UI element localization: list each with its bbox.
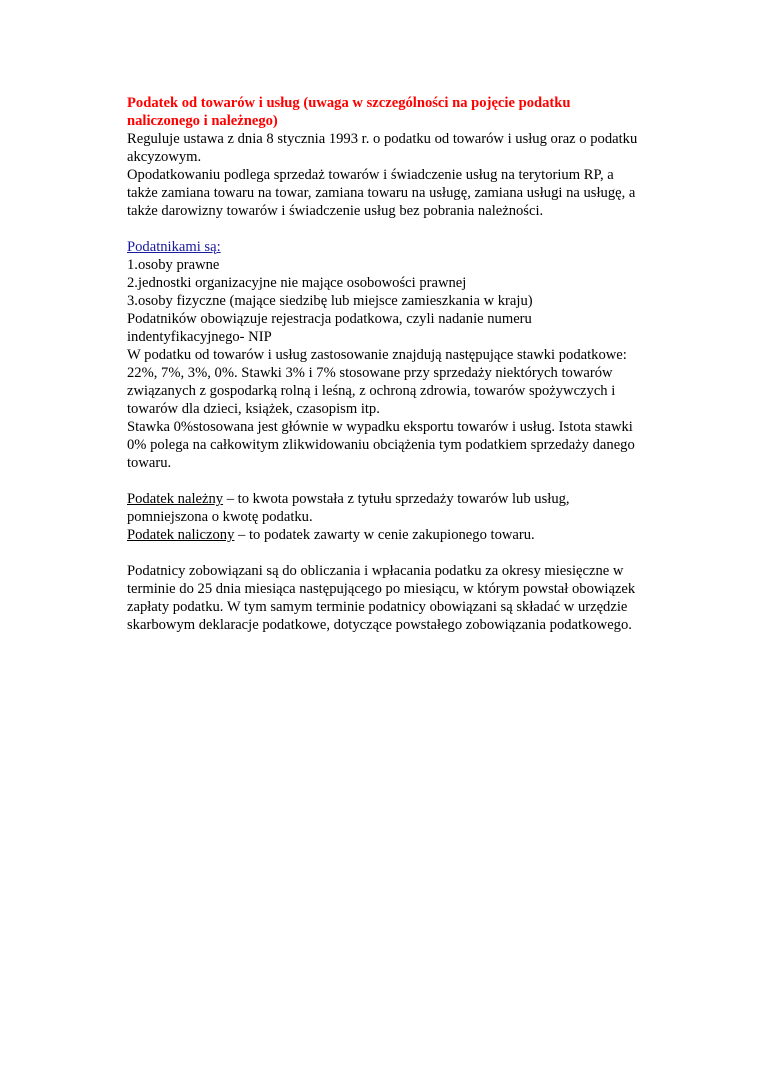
obligations-paragraph: Podatnicy zobowiązani są do obliczania i wpłacania podatku za okresy miesięczne w terminie do 25 dnia miesiąca następującego po miesiącu, w którym powstał obowiązek zapłaty podatku. W tym samym terminie podatnicy obowiązani są składać w urzędzie skarbowym deklaracje podatkowe, dotyczące powstałego zobowiązania podatkowego. (127, 563, 636, 633)
spacer (127, 544, 647, 562)
intro-paragraph: Reguluje ustawa z dnia 8 stycznia 1993 r. o podatku od towarów i usług oraz o podatku akcyzowym. (127, 131, 638, 165)
spacer (127, 472, 647, 490)
due-tax-definition (127, 490, 647, 526)
input-tax-text: – to podatek zawarty w cenie zakupionego towaru. (234, 527, 535, 543)
input-tax-definition (127, 526, 647, 544)
taxpayer-item: 3.osoby fizyczne (mające siedzibę lub miejsce zamieszkania w kraju) (127, 293, 533, 309)
scope-paragraph: Opodatkowaniu podlega sprzedaż towarów i świadczenie usług na terytorium RP, a także zamiana towaru na towar, zamiana towaru na usługę, zamiana usługi na usługę, a także darowizny towarów i świadczenie usług bez pobrania należności. (127, 167, 636, 219)
input-tax-term: Podatek naliczony (127, 527, 235, 543)
document-title: Podatek od towarów i usług (uwaga w szczególności na pojęcie podatku naliczonego i należnego) (127, 95, 571, 129)
taxpayer-item: 2.jednostki organizacyjne nie mające osobowości prawnej (127, 275, 467, 291)
rates-paragraph: W podatku od towarów i usług zastosowanie znajdują następujące stawki podatkowe: 22%, 7%, 3%, 0%. Stawki 3% i 7% stosowane przy sprzedaży niektórych towarów związanych z gospodarką rolną i leśną, z ochroną zdrowia, towarów spożywczych i towarów dla dzieci, książek, czasopism itp. (127, 347, 627, 417)
spacer (127, 220, 647, 238)
zero-rate-paragraph: Stawka 0%stosowana jest głównie w wypadku eksportu towarów i usług. Istota stawki 0% polega na całkowitym zlikwidowaniu obciążenia tym podatkiem sprzedaży danego towaru. (127, 419, 635, 471)
taxpayer-item: 1.osoby prawne (127, 257, 220, 273)
due-tax-text: – to kwota powstała z tytułu sprzedaży towarów lub usług, pomniejszona o kwotę podatku. (127, 491, 570, 525)
registration-paragraph: Podatników obowiązuje rejestracja podatkowa, czyli nadanie numeru indentyfikacyjnego- NIP (127, 311, 532, 345)
due-tax-term: Podatek należny (127, 491, 224, 507)
taxpayers-heading[interactable]: Podatnikami są: (127, 239, 221, 255)
document-body (127, 94, 647, 634)
